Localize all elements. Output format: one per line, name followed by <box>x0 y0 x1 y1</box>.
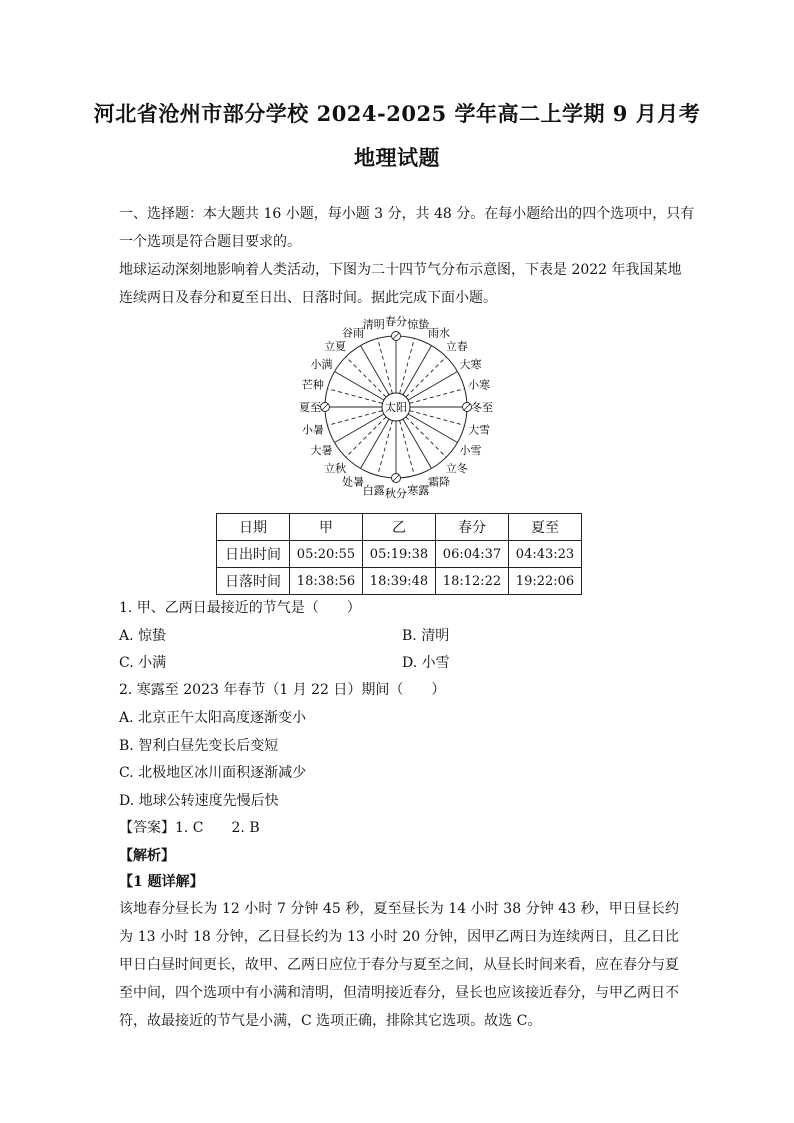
q1-option-b: B. 清明 <box>402 628 450 644</box>
table-cell: 05:20:55 <box>290 541 363 568</box>
table-cell: 18:12:22 <box>436 568 509 595</box>
sunrise-sunset-table <box>216 513 582 595</box>
term-label: 立夏 <box>324 340 347 354</box>
term-radial-line <box>378 421 393 476</box>
term-label: 小暑 <box>301 423 324 437</box>
section-heading-line1: 一、选择题：本大题共 16 小题，每小题 3 分，共 48 分。在每小题给出的四个选项中，只有 <box>119 206 695 222</box>
q1-detail-label: 【1 题详解】 <box>119 874 204 890</box>
term-radial-line <box>327 389 382 404</box>
term-label: 冬至 <box>471 401 493 414</box>
table-header-row <box>217 514 582 541</box>
term-label: 秋分 <box>385 487 407 500</box>
term-label: 立春 <box>445 340 468 354</box>
term-label: 大雪 <box>468 423 491 437</box>
term-radial-line <box>406 357 446 397</box>
term-label: 大暑 <box>310 444 333 457</box>
answer-line: 【答案】1. C 2. B <box>119 820 260 836</box>
table-cell: 日落时间 <box>217 568 290 595</box>
term-label: 清明 <box>362 317 385 331</box>
term-label: 处暑 <box>342 475 364 489</box>
term-radial-line <box>361 419 390 468</box>
table-header: 春分 <box>436 514 509 541</box>
term-label: 谷雨 <box>342 326 364 340</box>
page-subtitle: 地理试题 <box>354 145 440 170</box>
q2-option-c: C. 北极地区冰川面积逐渐减少 <box>119 765 307 781</box>
term-label: 白露 <box>362 484 385 498</box>
term-radial-line <box>400 421 415 476</box>
term-label: 小雪 <box>459 444 482 457</box>
q1-option-a: A. 惊蛰 <box>119 628 167 644</box>
table-cell: 18:38:56 <box>290 568 363 595</box>
analysis-label: 【解析】 <box>119 848 175 864</box>
q2-option-a: A. 北京正午太阳高度逐渐变小 <box>119 710 307 726</box>
term-label: 寒露 <box>407 484 430 498</box>
term-label: 小寒 <box>468 378 491 392</box>
q2-option-d: D. 地球公转速度先慢后快 <box>119 793 279 809</box>
term-label: 雨水 <box>428 326 450 340</box>
term-label: 惊蛰 <box>407 317 430 331</box>
table-header: 日期 <box>217 514 290 541</box>
q2-option-b: B. 智利白昼先变长后变短 <box>119 738 279 754</box>
table-cell: 日出时间 <box>217 541 290 568</box>
term-label: 春分 <box>385 315 407 328</box>
table-cell: 06:04:37 <box>436 541 509 568</box>
analysis-text: 该地春分昼长为 12 小时 7 分钟 45 秒，夏至昼长为 14 小时 38 分钟 43 秒，甲日昼长约为 13 小时 18 分钟，乙日昼长约为 13 小时 20 分钟，因甲乙两日为连续两日，且乙日比甲日白昼时间更长，故甲、乙两日应位于春分与夏至之间，从昼长时间来看，应在春分与夏至中间，四个选项中有小满和清明，但清明接近春分，昼长也应该接近春分，与甲乙两日不符，故最接近的节气是小满，C 选项正确，排除其它选项。故选 C。 <box>119 901 679 1029</box>
term-label: 大寒 <box>459 358 482 371</box>
term-label: 小满 <box>310 358 333 371</box>
question-1-stem: 1. 甲、乙两日最接近的节气是（ ） <box>119 600 361 616</box>
term-radial-line <box>335 372 384 401</box>
term-label: 立秋 <box>324 461 347 475</box>
term-label: 夏至 <box>299 401 321 414</box>
term-radial-line <box>335 414 384 443</box>
table-header: 甲 <box>290 514 363 541</box>
term-radial-line <box>378 338 393 393</box>
term-radial-line <box>361 346 390 395</box>
q1-option-d: D. 小雪 <box>402 655 450 671</box>
term-radial-line <box>346 417 386 457</box>
term-radial-line <box>410 389 465 404</box>
term-label: 霜降 <box>428 475 450 489</box>
term-radial-line <box>403 419 432 468</box>
term-label: 芒种 <box>301 378 324 392</box>
term-label: 立冬 <box>445 461 468 475</box>
section-heading-line2: 一个选项是符合题目要求的。 <box>119 234 301 250</box>
table-cell: 04:43:23 <box>509 541 582 568</box>
q1-option-c: C. 小满 <box>119 655 167 671</box>
table-header: 乙 <box>363 514 436 541</box>
table-cell: 19:22:06 <box>509 568 582 595</box>
table-cell: 18:39:48 <box>363 568 436 595</box>
term-radial-line <box>408 414 457 443</box>
table-cell: 05:19:38 <box>363 541 436 568</box>
intro-line1: 地球运动深刻地影响着人类活动，下图为二十四节气分布示意图，下表是 2022 年我国某地 <box>119 262 682 278</box>
table-header: 夏至 <box>509 514 582 541</box>
table-row <box>217 541 582 568</box>
term-radial-line <box>410 411 465 426</box>
table-row <box>217 568 582 595</box>
solar-terms-diagram <box>285 310 515 510</box>
term-radial-line <box>400 338 415 393</box>
term-radial-line <box>406 417 446 457</box>
term-radial-line <box>403 346 432 395</box>
term-radial-line <box>346 357 386 397</box>
term-radial-line <box>327 411 382 426</box>
term-radial-line <box>408 372 457 401</box>
question-2-stem: 2. 寒露至 2023 年春节（1 月 22 日）期间（ ） <box>119 682 446 698</box>
sun-label: 太阳 <box>385 401 407 414</box>
page-title: 河北省沧州市部分学校 2024-2025 学年高二上学期 9 月月考 <box>93 101 701 126</box>
intro-line2: 连续两日及春分和夏至日出、日落时间。据此完成下面小题。 <box>119 290 497 306</box>
